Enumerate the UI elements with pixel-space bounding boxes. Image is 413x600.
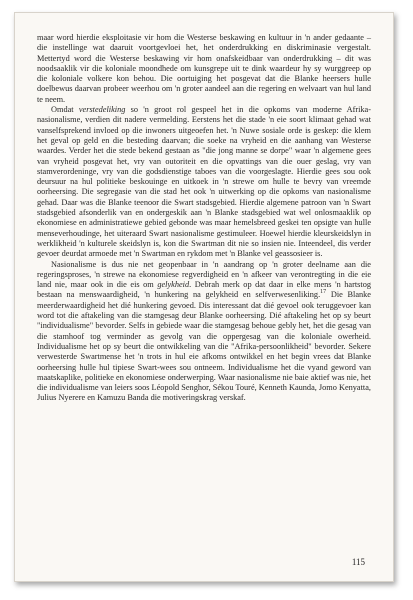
page-number: 115 <box>351 557 365 567</box>
italic-term: verstedeliking <box>78 105 126 115</box>
text-run: so 'n groot rol gespeel het in die opkoms van moderne Afrika-nasionalisme, verdien dit nadere vermelding. Eerstens het die stade 'n eie soort klimaat gehad wat vanselfsprekend invloed op die inwoners uitgeoefen het. 'n Nuwe sosiale orde is geskep: die klem het geval op geld en die besteding daarvan; die soeke na vryheid en die aanhang van Westerse waardes. Verder het die stede bekend gestaan as "die jong manne se dorpe" waar 'n algemene gees van vryheid posgevat het, vry van outoriteit en die opvattings van die ouer geslag, vry van stamverordeninge, vry van die godsdienstige taboes van die voorgeslagte. Hierdie gees sou ook deursuur na hul politieke beskouinge en uitkoek in 'n strewe om hulle te bevry van vreemde oorheersing. Die segregasie van die stad het ook 'n uitwerking op die opkoms van nasionalisme gehad. Daar was die Blanke teenoor die Swart stadsgebied. Hierdie algemene patroon van 'n Swart stadsgebied afsonderlik van en ondergeskik aan 'n Blanke stadsgebied wat wel onlosmaaklik op ekonomiese en administratiewe gebied gebonde was maar hemelsbreed geskei ten opsigte van hulle menseverhoudinge, het uiteraard Swart nasionalisme gestimuleer. Hoewel hierdie kleurskeidslyn in werklikheid 'n kulturele skeidslyn is, kon die Swartman dit nie so insien nie. Inteendeel, dis verder gevoer deurdat armoede met 'n Swartman en rykdom met 'n Blanke vel geassosieer is. <box>37 105 371 259</box>
text-run: maar word hierdie eksploitasie vir hom die Westerse beskawing en kultuur in 'n ander gedaante – die instellinge wat daaruit voortgevloei het, het onderdrukking en diskriminasie vergestalt. Mettertyd word die Westerse beskawing vir hom onafskeidbaar van onderdrukking – dit was noodsaaklik vir die koloniale moondhede om kunsgrepe uit te dink waardeur hy sy wurggreep op die koloniale volkere kon behou. Die oortuiging het posgevat dat die Blanke heersers hulle doelbewus daarvan probeer weerhou om 'n groter aandeel aan die regering en welvaart van hul land te neem. <box>37 33 371 104</box>
paragraph <box>37 260 371 404</box>
paragraph <box>37 33 371 105</box>
book-page <box>14 12 394 582</box>
italic-term: gelykheid <box>157 280 190 290</box>
footnote-ref: 17 <box>320 289 327 296</box>
paragraph <box>37 105 371 259</box>
text-run: Omdat <box>51 105 79 115</box>
text-run: Die Blanke meerderwaardigheid het dié hunkering gevoed. Dis interessant dat dié gevoel ook teruggevoer kan word tot die aftakeling van die stamgesag deur Blanke oorheersing. Dié aftakeling het op sy beurt "individualisme" bevorder. Selfs in gebiede waar die stamgesag behoue gebly het, het die gesag van die stamhoof tog verminder as gevolg van die oppergesag van die koloniale owerheid. Individualisme het op sy beurt die ontwikkeling van die "Afrika-persoonlikheid" bevorder. Sekere verwesterde Swartmense het 'n trots in hul eie afkoms ontwikkel en het begin vrees dat Blanke oorheersing hulle hul tipiese Swart-wees sou ontneem. Individualisme het die vyand geword van maatskaplike, politieke en ekonomiese onderwerping. Waar nasionalisme nie baie aktief was nie, het die individualisme van leiers soos Léopold Senghor, Sékou Touré, Kenneth Kaunda, Jomo Kenyatta, Julius Nyerere en Kamuzu Banda die motiveringskrag verskaf. <box>37 290 371 403</box>
body-text <box>37 33 371 404</box>
text-run: . Debrah merk op dat daar in elke mens 'n hartstog bestaan na menswaardigheid, 'n hunkering na gelykheid en selfverwesenliking. <box>37 280 371 300</box>
text-run: Nasionalisme is dus nie net geopenbaar in 'n aandrang op 'n groter deelname aan die regeringsproses, 'n strewe na ekonomiese regverdigheid en 'n afkeer van verontregting in die eie land nie, maar ook in die eis om <box>37 259 371 290</box>
